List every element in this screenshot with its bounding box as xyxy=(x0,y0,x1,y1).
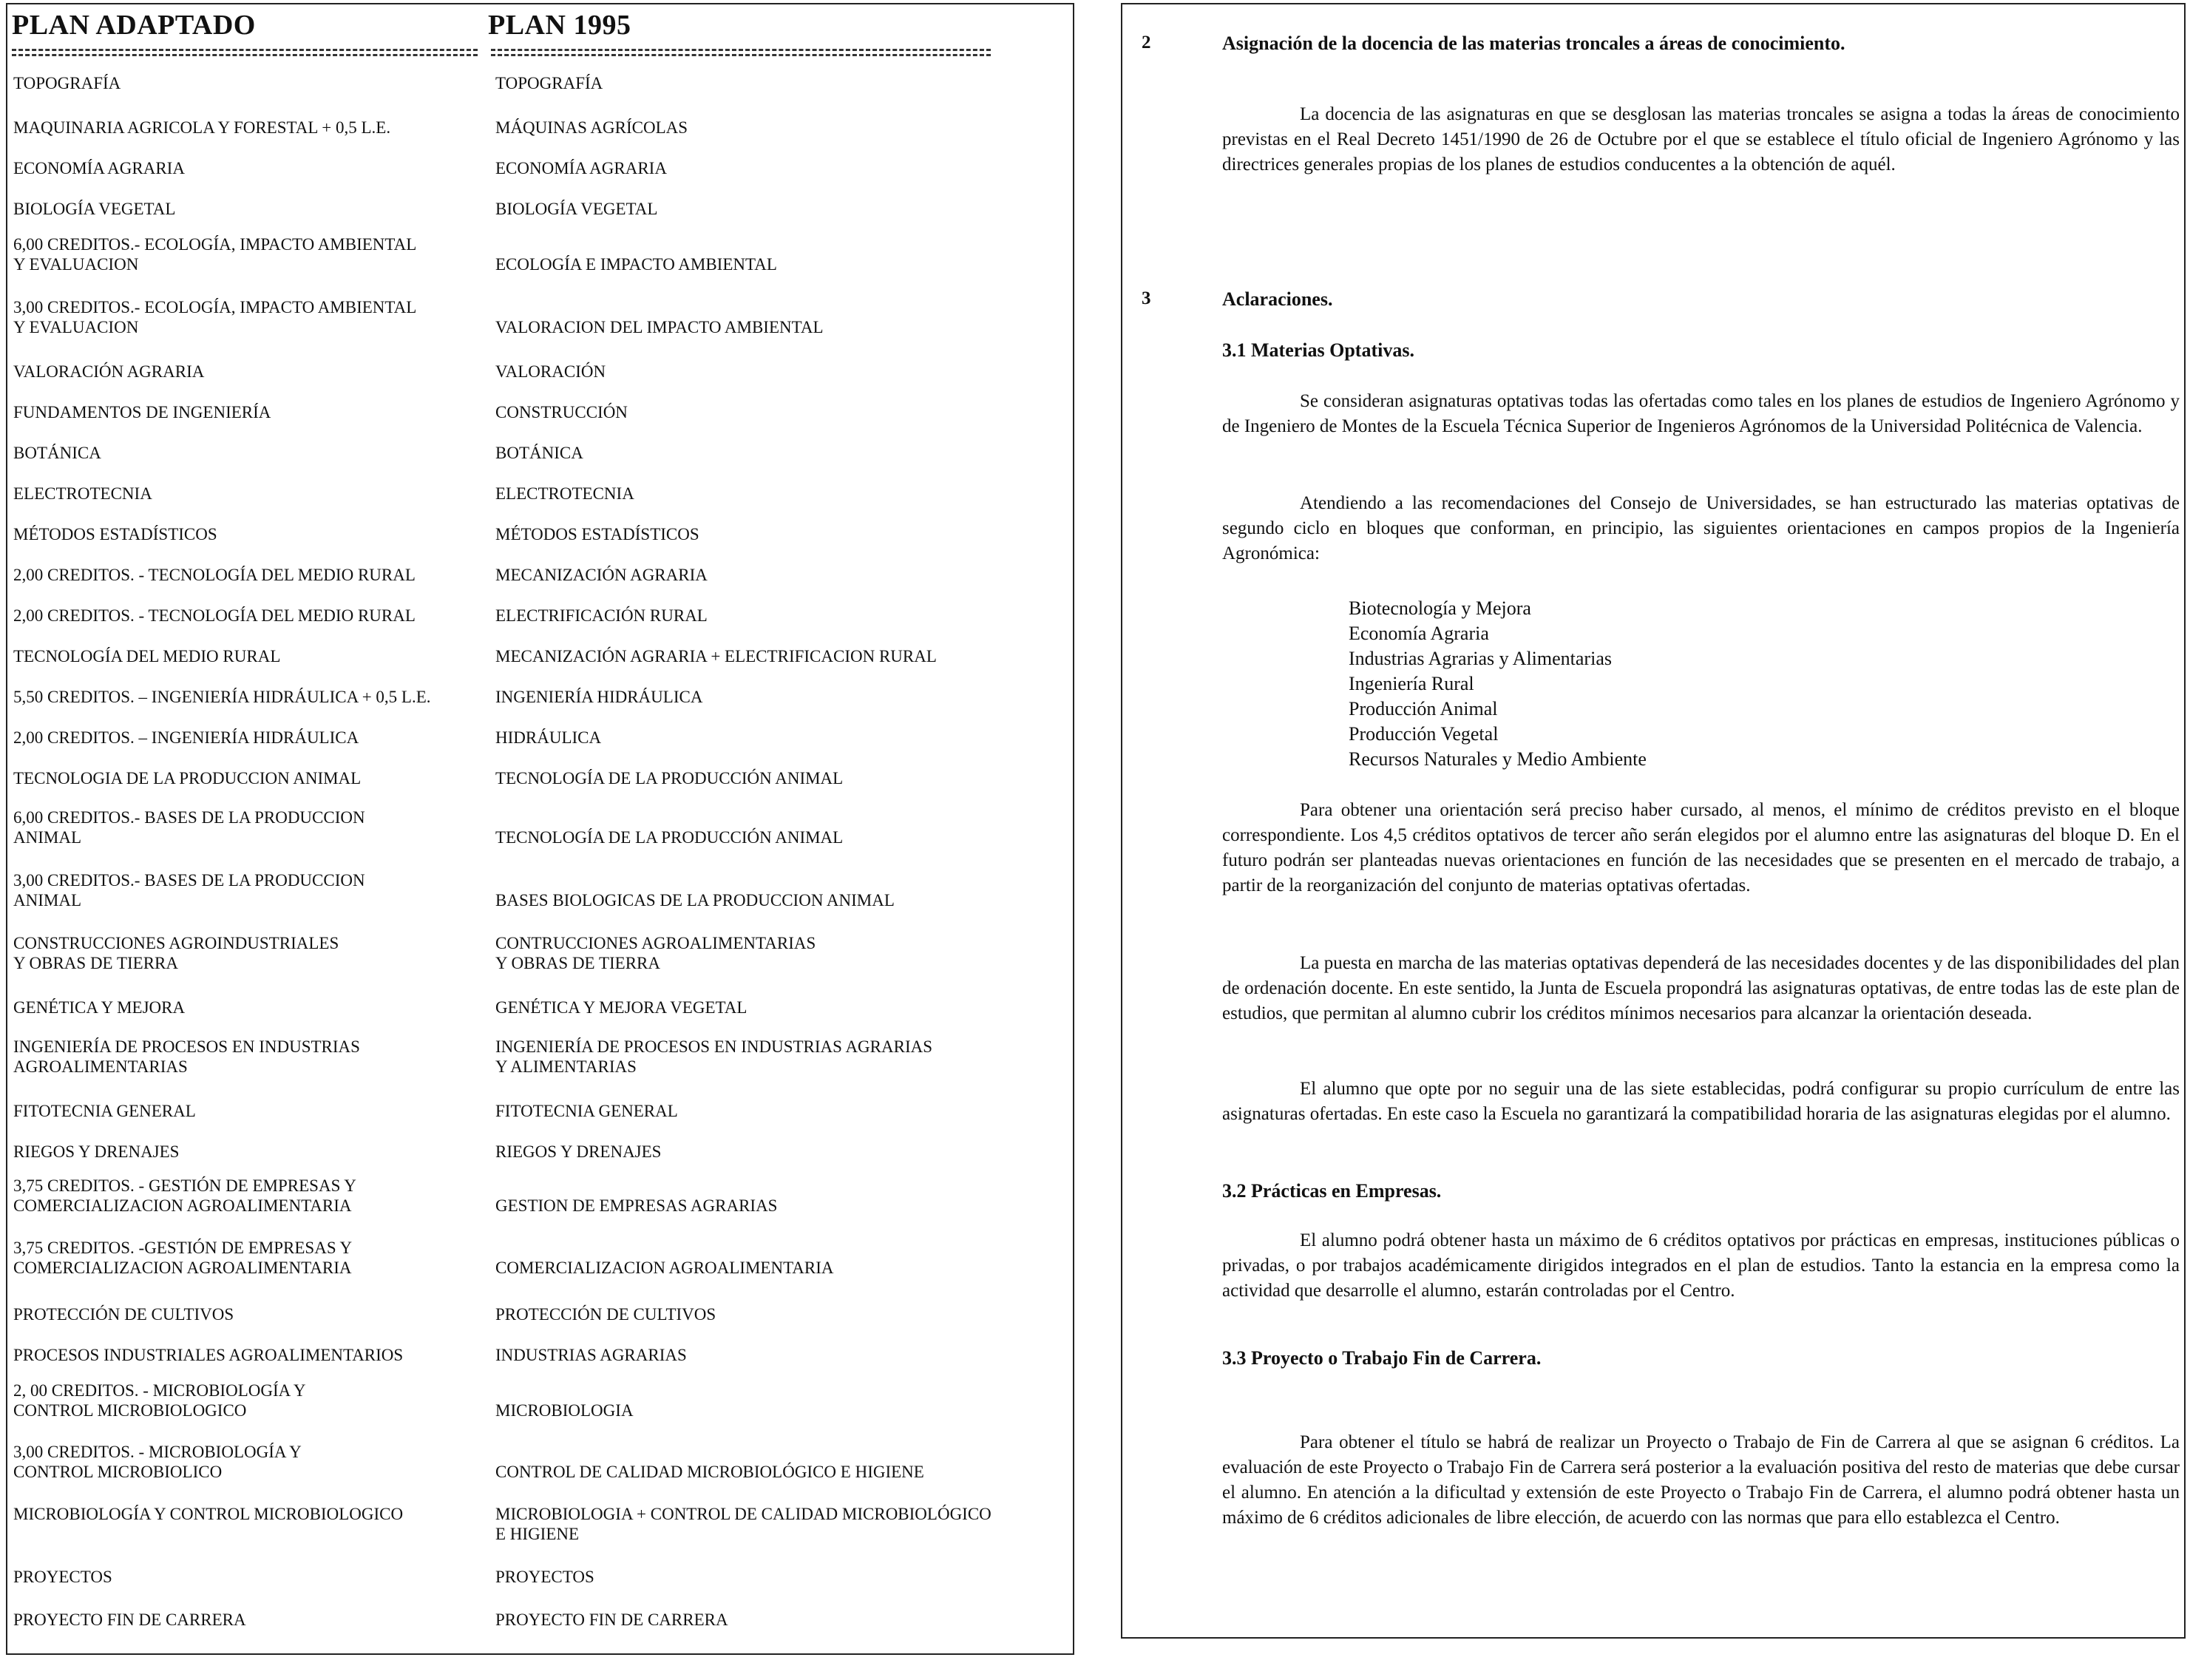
plan-1995-cell: MÁQUINAS AGRÍCOLAS xyxy=(495,118,688,137)
table-row xyxy=(7,1335,1072,1365)
plan-adaptado-cell: 3,75 CREDITOS. -GESTIÓN DE EMPRESAS Y COMERCIALIZACION AGROALIMENTARIA xyxy=(13,1239,353,1277)
table-row xyxy=(7,1091,1072,1121)
table-row xyxy=(7,759,1072,788)
plan-adaptado-cell: TECNOLOGIA DE LA PRODUCCION ANIMAL xyxy=(13,769,362,788)
paragraph-3-1-e: El alumno que opte por no seguir una de las siete establecidas, podrá configurar su propio currículum de entre las asignaturas ofertadas. En este caso la Escuela no garantizará la compatibilidad horaria de las asignaturas elegidas por el alumno. xyxy=(1222,1079,2180,1124)
plan-1995-cell: GENÉTICA Y MEJORA VEGETAL xyxy=(495,998,747,1017)
plan-adaptado-cell: MICROBIOLOGÍA Y CONTROL MICROBIOLOGICO xyxy=(13,1505,404,1523)
plan-adaptado-cell: RIEGOS Y DRENAJES xyxy=(13,1142,180,1161)
table-row xyxy=(7,393,1072,422)
table-row xyxy=(7,352,1072,382)
plan-adaptado-cell: PROTECCIÓN DE CULTIVOS xyxy=(13,1305,234,1324)
plan-1995-cell: INDUSTRIAS AGRARIAS xyxy=(495,1346,687,1364)
table-row xyxy=(7,596,1072,626)
table-row xyxy=(7,515,1072,544)
plan-1995-cell: TECNOLOGÍA DE LA PRODUCCIÓN ANIMAL xyxy=(495,769,844,788)
plan-1995-cell: MECANIZACIÓN AGRARIA + ELECTRIFICACION RURAL xyxy=(495,647,937,665)
plan-adaptado-cell: PROYECTOS xyxy=(13,1568,112,1586)
paragraph-3-3: Para obtener el título se habrá de realizar un Proyecto o Trabajo de Fin de Carrera al que se asignan 6 créditos. La evaluación de este Proyecto o Trabajo Fin de Carrera será posterior a la evaluación positiva del resto de materias que debe cursar el alumno. En atención a la dificultad y extensión de este Proyecto o Trabajo Fin de Carrera, el alumno podrá obtener hasta un máximo de 6 créditos adicionales de libre elección, de acuerdo con las normas que para ello establezca el Centro. xyxy=(1222,1432,2180,1528)
plan-1995-cell: HIDRÁULICA xyxy=(495,728,602,747)
plan-1995-cell: BOTÁNICA xyxy=(495,444,583,462)
table-row xyxy=(7,1295,1072,1324)
table-row xyxy=(7,149,1072,178)
plan-adaptado-cell: PROCESOS INDUSTRIALES AGROALIMENTARIOS xyxy=(13,1346,404,1364)
table-row xyxy=(7,1557,1072,1587)
paragraph-3-2: El alumno podrá obtener hasta un máximo de 6 créditos optativos por prácticas en empresas, instituciones públicas o privadas, o por trabajos académicamente dirigidos integrados en el plan de estudios. Tanto la estancia en la empresa como la actividad que desarrolle el alumno, estarán controladas por el Centro. xyxy=(1222,1230,2180,1301)
plan-1995-cell: MÉTODOS ESTADÍSTICOS xyxy=(495,525,699,543)
table-row xyxy=(7,433,1072,463)
list-item: Producción Animal xyxy=(1349,698,1498,719)
table-row xyxy=(7,1132,1072,1162)
plan-1995-cell: ELECTROTECNIA xyxy=(495,484,634,503)
table-row xyxy=(7,637,1072,666)
table-row xyxy=(7,108,1072,138)
plan-1995-cell: RIEGOS Y DRENAJES xyxy=(495,1142,662,1161)
table-row xyxy=(7,929,1072,973)
plan-1995-cell: INGENIERÍA DE PROCESOS EN INDUSTRIAS AGRARIAS Y ALIMENTARIAS xyxy=(495,1037,933,1076)
section-3-number: 3 xyxy=(1142,288,1151,308)
plan-adaptado-cell: TECNOLOGÍA DEL MEDIO RURAL xyxy=(13,647,281,665)
table-row xyxy=(7,1233,1072,1278)
plan-adaptado-cell: BOTÁNICA xyxy=(13,444,101,462)
plan-correspondence-page xyxy=(6,3,1074,1655)
plan-1995-cell: TOPOGRAFÍA xyxy=(495,74,603,92)
plan-adaptado-cell: 3,75 CREDITOS. - GESTIÓN DE EMPRESAS Y COMERCIALIZACION AGROALIMENTARIA xyxy=(13,1176,356,1215)
plan-1995-cell: PROYECTOS xyxy=(495,1568,594,1586)
plan-1995-cell: VALORACION DEL IMPACTO AMBIENTAL xyxy=(495,318,824,336)
plan-adaptado-cell: ELECTROTECNIA xyxy=(13,484,152,503)
header-rule-left xyxy=(12,49,478,56)
section-2-title: Asignación de la docencia de las materias troncales a áreas de conocimiento. xyxy=(1222,33,1845,54)
table-row xyxy=(7,988,1072,1017)
plan-adaptado-cell: 5,50 CREDITOS. – INGENIERÍA HIDRÁULICA + 0,5 L.E. xyxy=(13,688,431,706)
table-row xyxy=(7,718,1072,748)
plan-adaptado-heading: PLAN ADAPTADO xyxy=(12,10,256,41)
table-row xyxy=(7,1032,1072,1077)
plan-adaptado-cell: INGENIERÍA DE PROCESOS EN INDUSTRIAS AGROALIMENTARIAS xyxy=(13,1037,360,1076)
section-2-number: 2 xyxy=(1142,33,1151,52)
plan-adaptado-cell: 6,00 CREDITOS.- ECOLOGÍA, IMPACTO AMBIENTAL Y EVALUACION xyxy=(13,235,417,274)
list-item: Producción Vegetal xyxy=(1349,723,1499,745)
subsection-3-3-title: 3.3 Proyecto o Trabajo Fin de Carrera. xyxy=(1222,1347,1542,1369)
plan-adaptado-cell: 6,00 CREDITOS.- BASES DE LA PRODUCCION ANIMAL xyxy=(13,808,365,847)
plan-adaptado-cell: ECONOMÍA AGRARIA xyxy=(13,159,185,177)
table-row xyxy=(7,293,1072,337)
list-item: Ingeniería Rural xyxy=(1349,673,1474,694)
plan-1995-cell: MECANIZACIÓN AGRARIA xyxy=(495,566,708,584)
plan-adaptado-cell: 3,00 CREDITOS. - MICROBIOLOGÍA Y CONTROL MICROBIOLICO xyxy=(13,1443,302,1481)
table-row xyxy=(7,230,1072,274)
plan-adaptado-cell: FITOTECNIA GENERAL xyxy=(13,1102,196,1120)
plan-1995-cell: GESTION DE EMPRESAS AGRARIAS xyxy=(495,1196,778,1215)
plan-adaptado-cell: MAQUINARIA AGRICOLA Y FORESTAL + 0,5 L.E. xyxy=(13,118,391,137)
plan-adaptado-cell: 2,00 CREDITOS. - TECNOLOGÍA DEL MEDIO RURAL xyxy=(13,606,416,625)
plan-adaptado-cell: 3,00 CREDITOS.- ECOLOGÍA, IMPACTO AMBIENTAL Y EVALUACION xyxy=(13,298,417,336)
list-item: Economía Agraria xyxy=(1349,623,1489,644)
plan-1995-cell: COMERCIALIZACION AGROALIMENTARIA xyxy=(495,1259,834,1277)
table-row xyxy=(7,71,1072,93)
paragraph-3-1-b: Atendiendo a las recomendaciones del Consejo de Universidades, se han estructurado las materias optativas de segundo ciclo en bloques que conforman, en principio, las siguientes orientaciones en campos propios de la Ingeniería Agronómica: xyxy=(1222,493,2180,563)
plan-1995-cell: MICROBIOLOGIA xyxy=(495,1401,634,1420)
subsection-3-2-title: 3.2 Prácticas en Empresas. xyxy=(1222,1180,1442,1202)
plan-1995-cell: INGENIERÍA HIDRÁULICA xyxy=(495,688,703,706)
table-row xyxy=(7,1491,1072,1543)
paragraph-3-1-a: Se consideran asignaturas optativas todas las ofertadas como tales en los planes de estudios de Ingeniero Agrónomo y de Ingeniero de Montes de la Escuela Técnica Superior de Ingenieros Agrónomos de la Universidad Politécnica de Valencia. xyxy=(1222,391,2180,436)
table-row xyxy=(7,677,1072,707)
list-item: Industrias Agrarias y Alimentarias xyxy=(1349,648,1612,669)
table-row xyxy=(7,803,1072,847)
plan-1995-cell: PROTECCIÓN DE CULTIVOS xyxy=(495,1305,716,1324)
plan-adaptado-cell: 3,00 CREDITOS.- BASES DE LA PRODUCCION ANIMAL xyxy=(13,871,365,910)
plan-adaptado-cell: 2,00 CREDITOS. – INGENIERÍA HIDRÁULICA xyxy=(13,728,359,747)
list-item: Recursos Naturales y Medio Ambiente xyxy=(1349,748,1647,770)
table-row xyxy=(7,189,1072,219)
plan-adaptado-cell: 2, 00 CREDITOS. - MICROBIOLOGÍA Y CONTROL MICROBIOLOGICO xyxy=(13,1381,306,1420)
subsection-3-1-title: 3.1 Materias Optativas. xyxy=(1222,339,1414,361)
orientations-list xyxy=(1349,596,1647,772)
plan-adaptado-cell: PROYECTO FIN DE CARRERA xyxy=(13,1610,246,1629)
plan-adaptado-cell: 2,00 CREDITOS. - TECNOLOGÍA DEL MEDIO RURAL xyxy=(13,566,416,584)
plan-adaptado-cell: MÉTODOS ESTADÍSTICOS xyxy=(13,525,217,543)
plan-1995-cell: MICROBIOLOGIA + CONTROL DE CALIDAD MICROBIOLÓGICO E HIGIENE xyxy=(495,1505,991,1543)
paragraph-3-1-d: La puesta en marcha de las materias optativas dependerá de las necesidades docentes y de las disponibilidades del plan de ordenación docente. En este sentido, la Junta de Escuela propondrá las asignaturas optativas, de entre todas las de este plan de estudios, que permitan al alumno cubrir los créditos mínimos necesarios para alcanzar la orientación deseada. xyxy=(1222,953,2180,1023)
table-row xyxy=(7,555,1072,585)
plan-1995-cell: BIOLOGÍA VEGETAL xyxy=(495,200,658,218)
plan-adaptado-cell: GENÉTICA Y MEJORA xyxy=(13,998,186,1017)
plan-1995-cell: CONSTRUCCIÓN xyxy=(495,403,628,421)
table-row xyxy=(7,1171,1072,1216)
clarifications-page xyxy=(1121,3,2186,1639)
plan-1995-cell: CONTROL DE CALIDAD MICROBIOLÓGICO E HIGIENE xyxy=(495,1463,924,1481)
plan-1995-cell: ECOLOGÍA E IMPACTO AMBIENTAL xyxy=(495,255,777,274)
plan-adaptado-cell: VALORACIÓN AGRARIA xyxy=(13,362,205,381)
plan-1995-cell: VALORACIÓN xyxy=(495,362,606,381)
paragraph-3-1-c: Para obtener una orientación será preciso haber cursado, al menos, el mínimo de créditos previsto en el bloque correspondiente. Los 4,5 créditos optativos de tercer año serán elegidos por el alumno entre las asignaturas del bloque D. En el futuro podrán ser planteadas nuevas orientaciones en función de las necesidades que se presenten en el mercado de trabajo, a partir de la reorganización del conjunto de materias optativas ofertadas. xyxy=(1222,800,2180,895)
plan-1995-cell: PROYECTO FIN DE CARRERA xyxy=(495,1610,728,1629)
plan-1995-cell: TECNOLOGÍA DE LA PRODUCCIÓN ANIMAL xyxy=(495,828,844,847)
table-row xyxy=(7,1376,1072,1420)
plan-adaptado-cell: TOPOGRAFÍA xyxy=(13,74,121,92)
plan-adaptado-cell: BIOLOGÍA VEGETAL xyxy=(13,200,176,218)
list-item: Biotecnología y Mejora xyxy=(1349,597,1531,619)
section-2-paragraph: La docencia de las asignaturas en que se desglosan las materias troncales se asigna a todas la áreas de conocimiento previstas en el Real Decreto 1451/1990 de 26 de Octubre por el que se establece el título oficial de Ingeniero Agrónomo y las directrices generales propias de los planes de estudios conducentes a la obtención de aquél. xyxy=(1222,104,2180,175)
plan-adaptado-cell: FUNDAMENTOS DE INGENIERÍA xyxy=(13,403,271,421)
plan-1995-cell: FITOTECNIA GENERAL xyxy=(495,1102,678,1120)
plan-1995-cell: ELECTRIFICACIÓN RURAL xyxy=(495,606,708,625)
section-3-title: Aclaraciones. xyxy=(1222,288,1333,310)
plan-adaptado-cell: CONSTRUCCIONES AGROINDUSTRIALES Y OBRAS DE TIERRA xyxy=(13,934,339,972)
table-row xyxy=(7,1437,1072,1482)
plan-1995-cell: BASES BIOLOGICAS DE LA PRODUCCION ANIMAL xyxy=(495,891,895,910)
table-row xyxy=(7,474,1072,504)
table-row xyxy=(7,866,1072,910)
table-row xyxy=(7,1600,1072,1630)
plan-1995-cell: ECONOMÍA AGRARIA xyxy=(495,159,667,177)
header-rule-right xyxy=(491,49,991,56)
plan-1995-heading: PLAN 1995 xyxy=(488,10,631,41)
plan-1995-cell: CONTRUCCIONES AGROALIMENTARIAS Y OBRAS DE TIERRA xyxy=(495,934,816,972)
